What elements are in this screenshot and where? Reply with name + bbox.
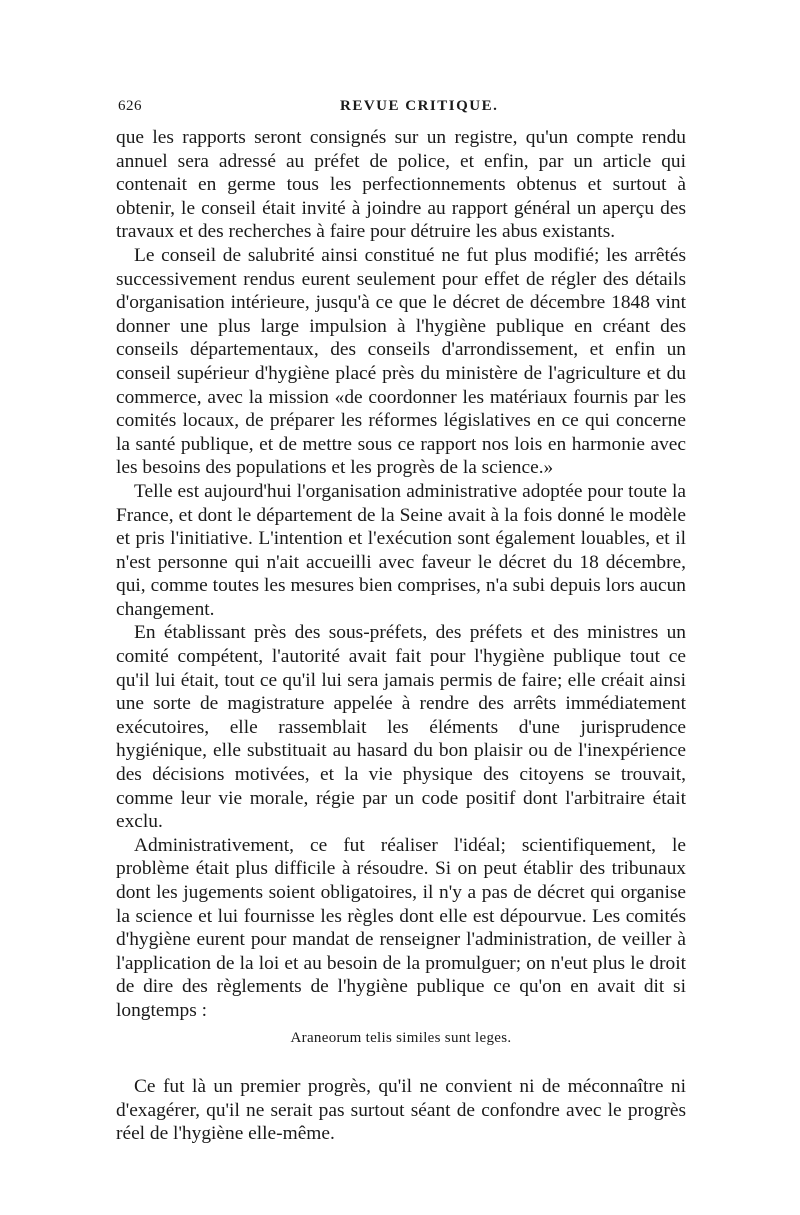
paragraph: En établissant près des sous-préfets, des préfets et des ministres un comité compétent, l'autorité avait fait pour l'hygiène publique tout ce qu'il lui était, tout ce qu'il lui sera jamais permis de faire; elle créait ainsi une sorte de magistrature appelée à rendre des arrêts immédiatement exécutoires, elle rassemblait les éléments d'une jurisprudence hygiénique, elle substituait au hasard du bon plaisir ou de l'inexpérience des décisions motivées, et la vie physique des citoyens se trouvait, comme leur vie morale, régie par un code positif dont l'arbitraire était exclu. [116,622,686,833]
paragraph: Administrativement, ce fut réaliser l'idéal; scientifiquement, le problème était plus difficile à résoudre. Si on peut établir des tribunaux dont les jugements soient obligatoires, il n'y a pas de décret qui organise la science et lui fournisse les règles dont elle est dépourvue. Les comités d'hygiène eurent pour mandat de renseigner l'administration, de veiller à l'application de la loi et au besoin de la promulguer; on n'eut plus le droit de dire des règlements de l'hygiène publique ce qu'on en avait dit si longtemps : [116,834,686,1021]
page-number: 626 [118,98,142,114]
running-header [118,98,684,120]
paragraph-continued: que les rapports seront consignés sur un registre, qu'un compte rendu annuel sera adressé au préfet de police, et enfin, par un article qui contenait en germe tous les perfectionnements obtenus et surtout à obtenir, le conseil était invité à joindre au rapport général un aperçu des travaux et des recherches à faire pour détruire les abus existants. [116,127,686,243]
body-text [116,126,686,1023]
running-title: REVUE CRITIQUE. [340,98,499,114]
paragraph: Le conseil de salubrité ainsi constitué ne fut plus modifié; les arrêtés successivement rendus eurent seulement pour effet de régler des détails d'organisation intérieure, jusqu'à ce que le décret de décembre 1848 vint donner une plus large impulsion à l'hygiène publique en créant des conseils départementaux, des conseils d'arrondissement, et enfin un conseil supérieur d'hygiène placé près du ministère de l'agriculture et du commerce, avec la mission «de coordonner les matériaux fournis par les comités locaux, de préparer les réformes législatives en ce qui concerne la santé publique, et de mettre sous ce rapport nos lois en harmonie avec les besoins des populations et les progrès de la science.» [116,244,686,479]
latin-quotation: Araneorum telis similes sunt leges. [290,1030,512,1046]
paragraph: Telle est aujourd'hui l'organisation administrative adoptée pour toute la France, et dont le département de la Seine avait à la fois donné le modèle et pris l'initiative. L'intention et l'exécution sont également louables, et il n'est personne qui n'ait accueilli avec faveur le décret du 18 décembre, qui, comme toutes les mesures bien comprises, n'a subi depuis lors aucun changement. [116,480,686,620]
closing-paragraph: Ce fut là un premier progrès, qu'il ne convient ni de méconnaître ni d'exagérer, qu'il ne serait pas surtout séant de confondre avec le progrès réel de l'hygiène elle-même. [116,1076,686,1145]
